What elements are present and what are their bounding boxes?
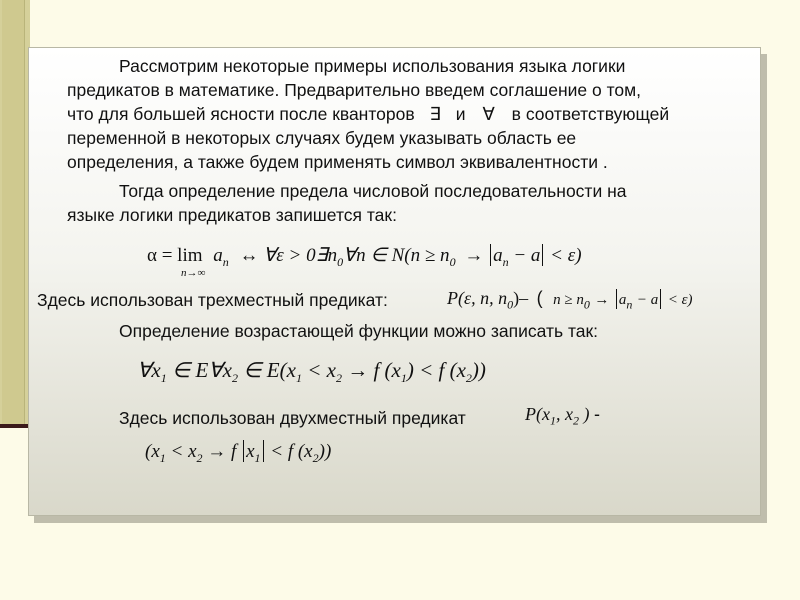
increasing-f2: ∈ E∀x	[171, 358, 232, 382]
limit-condition: ∀n ∈ N(n ≥ n	[343, 245, 450, 266]
exists-symbol: ∃	[429, 104, 441, 124]
final-e: <	[270, 441, 284, 462]
limit-formula	[147, 244, 582, 270]
forall-symbol: ∀	[482, 104, 495, 124]
abs-bar-right	[542, 244, 543, 266]
limit-a: a	[213, 245, 223, 266]
predicate3-lt-eps: < ε)	[667, 292, 693, 308]
predicate3-p: P(ε, n, n	[447, 288, 508, 308]
final-d: x	[246, 441, 255, 462]
final-a-sub: 1	[159, 450, 166, 465]
predicate2-p: P(x	[525, 404, 550, 424]
final-g: ))	[318, 441, 332, 462]
increasing-f3-sub: 1	[295, 371, 302, 386]
p1-line3	[67, 102, 669, 126]
p1-line1: Рассмотрим некоторые примеры использования языка логики	[119, 56, 626, 76]
content-box	[28, 47, 761, 516]
final-f: f (x	[287, 441, 313, 462]
increasing-f2-sub: 2	[232, 371, 238, 386]
predicate3-arrow: →	[594, 292, 610, 308]
left-decorative-band	[0, 0, 30, 425]
increasing-f5-sub: 1	[400, 371, 407, 386]
p2-line1: Тогда определение предела числовой последовательности на	[119, 181, 627, 201]
limit-an-sub: n	[502, 254, 509, 269]
left-decorative-band-inner	[2, 0, 25, 425]
predicate3-p-sub: 0	[507, 297, 514, 312]
limit-lt-eps: < ε)	[550, 245, 582, 266]
predicate2-formula	[525, 404, 600, 429]
increasing-f3: ∈ E(x	[243, 358, 296, 382]
final-f-sub: 2	[312, 450, 319, 465]
limit-an: a	[493, 245, 503, 266]
increasing-f5: → f (x	[347, 358, 401, 382]
p1-line2: предикатов в математике. Предварительно введем соглашение о том,	[67, 80, 642, 100]
increasing-f7: ))	[471, 358, 486, 382]
predicate3-paren: (	[536, 288, 543, 308]
increasing-f4-sub: 2	[335, 371, 342, 386]
predicate2-x2-sub: 2	[572, 413, 579, 428]
p1-line4: переменной в некоторых случаях будем указывать область ее	[67, 128, 577, 148]
predicate3-bar-left	[616, 289, 617, 309]
limit-minus-a: − a	[513, 245, 541, 266]
limit-quantifiers: ↔ ∀ε > 0∃n	[239, 245, 338, 266]
abs-bar-left	[490, 244, 491, 266]
final-bar-right	[263, 440, 264, 462]
increasing-text: Определение возрастающей функции можно записать так:	[119, 321, 599, 341]
lim-subscript: n→∞	[181, 267, 206, 279]
predicate3-bar-right	[660, 289, 661, 309]
predicate2-text: Здесь использован двухместный предикат	[119, 408, 466, 428]
p1-line3-and: и	[455, 104, 466, 124]
final-c: → f	[207, 441, 237, 462]
p1-line3-start: что для большей ясности после кванторов	[67, 104, 415, 124]
predicate3-minus-a: − a	[636, 292, 659, 308]
increasing-f6-sub: 2	[465, 371, 472, 386]
final-bar-left	[243, 440, 244, 462]
p1-line3-end: в соответствующей	[511, 104, 670, 124]
increasing-f1-sub: 1	[160, 371, 167, 386]
final-b-sub: 2	[196, 450, 203, 465]
p2-line2: языке логики предикатов запишется так:	[67, 205, 397, 225]
limit-a-sub: n	[222, 254, 229, 269]
limit-n0-sub-2: 0	[449, 254, 456, 269]
predicate2-x2: , x	[555, 404, 573, 424]
limit-lhs: α = lim	[147, 245, 203, 266]
final-formula	[145, 440, 331, 466]
limit-n0-sub: 0	[337, 254, 344, 269]
increasing-formula	[137, 358, 486, 386]
predicate2-close: )	[583, 404, 590, 424]
increasing-f4: < x	[307, 358, 336, 382]
final-d-sub: 1	[254, 450, 261, 465]
predicate3-formula	[447, 288, 692, 313]
p1-line5: определения, а также будем применять символ эквивалентности .	[67, 152, 608, 172]
final-a: (x	[145, 441, 160, 462]
predicate3-an-sub: n	[626, 297, 633, 312]
predicate3-text: Здесь использован трехместный предикат:	[37, 290, 388, 310]
predicate2-dash: -	[593, 404, 600, 424]
increasing-f6: ) < f (x	[406, 358, 466, 382]
predicate2-p-sub: 1	[549, 413, 556, 428]
predicate3-an: a	[618, 292, 627, 308]
predicate3-cond-sub: 0	[583, 297, 590, 312]
predicate3-cond: n ≥ n	[553, 292, 584, 308]
increasing-f1: ∀x	[137, 358, 161, 382]
final-b: < x	[170, 441, 197, 462]
limit-arrow: →	[464, 245, 484, 266]
predicate3-dash: )–	[513, 288, 529, 308]
